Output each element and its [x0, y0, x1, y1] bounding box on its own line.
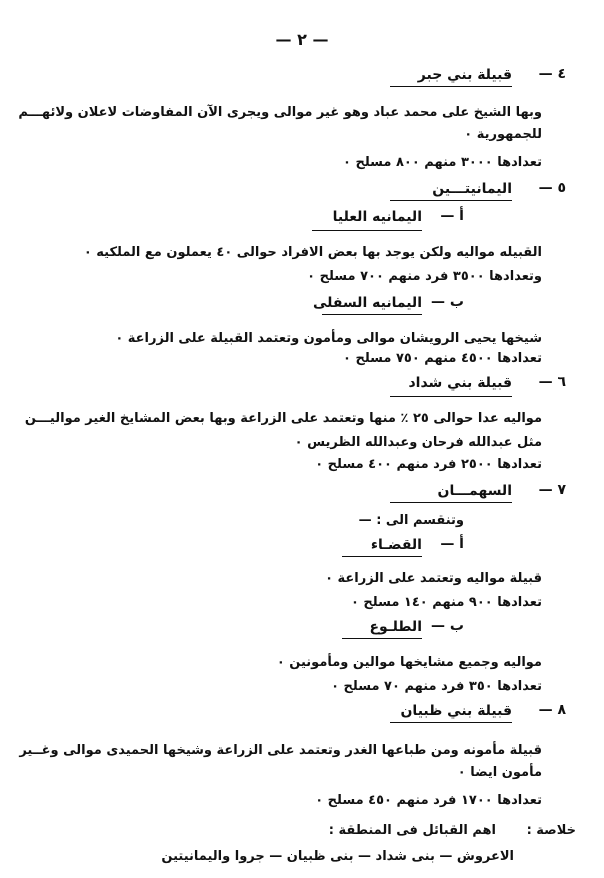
section-4-paragraph-cont: للجمهورية ٠ — [464, 127, 542, 142]
subsection-underline-5a — [312, 230, 422, 231]
section-title-4: قبيلة بني جبر — [417, 67, 512, 83]
page-number: — ٢ — — [275, 30, 329, 49]
section-4-stats: تعدادها ٣٠٠٠ منهم ٨٠٠ مسلح ٠ — [343, 155, 542, 170]
section-title-7: السهمـــان — [437, 483, 512, 499]
section-8-paragraph: قبيلة مأمونه ومن طباعها الغدر وتعتمد على الزراعة وشيخها الحميدى موالى وغــير — [19, 743, 542, 758]
section-7a-paragraph: قبيلة مواليه وتعتمد على الزراعة ٠ — [325, 571, 542, 586]
section-7b-stats: تعدادها ٣٥٠ فرد منهم ٧٠ مسلح ٠ — [331, 679, 542, 694]
section-title-5: اليمانيتـــين — [432, 181, 512, 197]
section-5b-stats: تعدادها ٤٥٠٠ منهم ٧٥٠ مسلح ٠ — [343, 351, 542, 366]
subsection-underline-7a — [342, 556, 422, 557]
section-7-divide: وتنقسم الى : — — [358, 513, 464, 528]
section-6-paragraph-cont: مثل عبدالله فرحان وعبدالله الظريس ٠ — [294, 435, 542, 450]
title-underline-8 — [390, 722, 512, 723]
subsection-underline-5b — [322, 314, 422, 315]
section-number-8: ٨ — — [538, 702, 566, 718]
section-4-paragraph: وبها الشيخ على محمد عباد وهو غير موالى ويجرى الآن المفاوضات لاعلان ولائهـــم — [18, 105, 542, 120]
section-8-paragraph-cont: مأمون ايضا ٠ — [457, 765, 542, 780]
section-number-6: ٦ — — [538, 374, 566, 390]
summary-label: خلاصة : — [526, 823, 576, 838]
section-number-7: ٧ — — [538, 482, 566, 498]
title-underline-6 — [390, 396, 512, 397]
section-number-5: ٥ — — [538, 180, 566, 196]
section-7a-stats: تعدادها ٩٠٠ منهم ١٤٠ مسلح ٠ — [350, 595, 542, 610]
subsection-title-5a: اليمانيه العليا — [332, 209, 422, 225]
section-8-stats: تعدادها ١٧٠٠ فرد منهم ٤٥٠ مسلح ٠ — [315, 793, 542, 808]
subsection-title-7a: القضـاء — [370, 537, 422, 553]
summary-list: الاعروش — بنى شداد — بنى ظبيان — جروا واليمانيتين — [161, 849, 514, 864]
section-number-4: ٤ — — [538, 66, 566, 82]
section-5a-stats: وتعدادها ٣٥٠٠ فرد منهم ٧٠٠ مسلح ٠ — [307, 269, 542, 284]
section-6-paragraph: مواليه عدا حوالى ٢٥ ٪ منها وتعتمد على الزراعة وبها بعض المشايخ الغير مواليـــن — [24, 411, 542, 426]
section-5b-paragraph: شيخها يحيى الرويشان موالى ومأمون وتعتمد القبيلة على الزراعة ٠ — [115, 331, 542, 346]
section-6-stats: تعدادها ٢٥٠٠ فرد منهم ٤٠٠ مسلح ٠ — [315, 457, 542, 472]
section-title-6: قبيلة بني شداد — [408, 375, 512, 391]
subsection-letter-5b: ب — — [431, 294, 464, 310]
title-underline-5 — [390, 200, 512, 201]
section-title-8: قبيلة بني ظبيان — [400, 703, 512, 719]
subsection-underline-7b — [342, 638, 422, 639]
section-5a-paragraph: القبيله مواليه ولكن يوجد بها بعض الافراد حوالى ٤٠ يعملون مع الملكيه ٠ — [83, 245, 542, 260]
section-7b-paragraph: مواليه وجميع مشايخها موالين ومأمونين ٠ — [276, 655, 542, 670]
subsection-letter-5a: أ — — [440, 208, 464, 224]
subsection-letter-7b: ب — — [431, 618, 464, 634]
subsection-title-5b: اليمانيه السفلى — [312, 295, 422, 311]
title-underline-4 — [390, 86, 512, 87]
subsection-title-7b: الطلـوع — [369, 619, 422, 635]
summary-text: اهم القبائل فى المنطقة : — [328, 823, 496, 838]
title-underline-7 — [390, 502, 512, 503]
subsection-letter-7a: أ — — [440, 536, 464, 552]
